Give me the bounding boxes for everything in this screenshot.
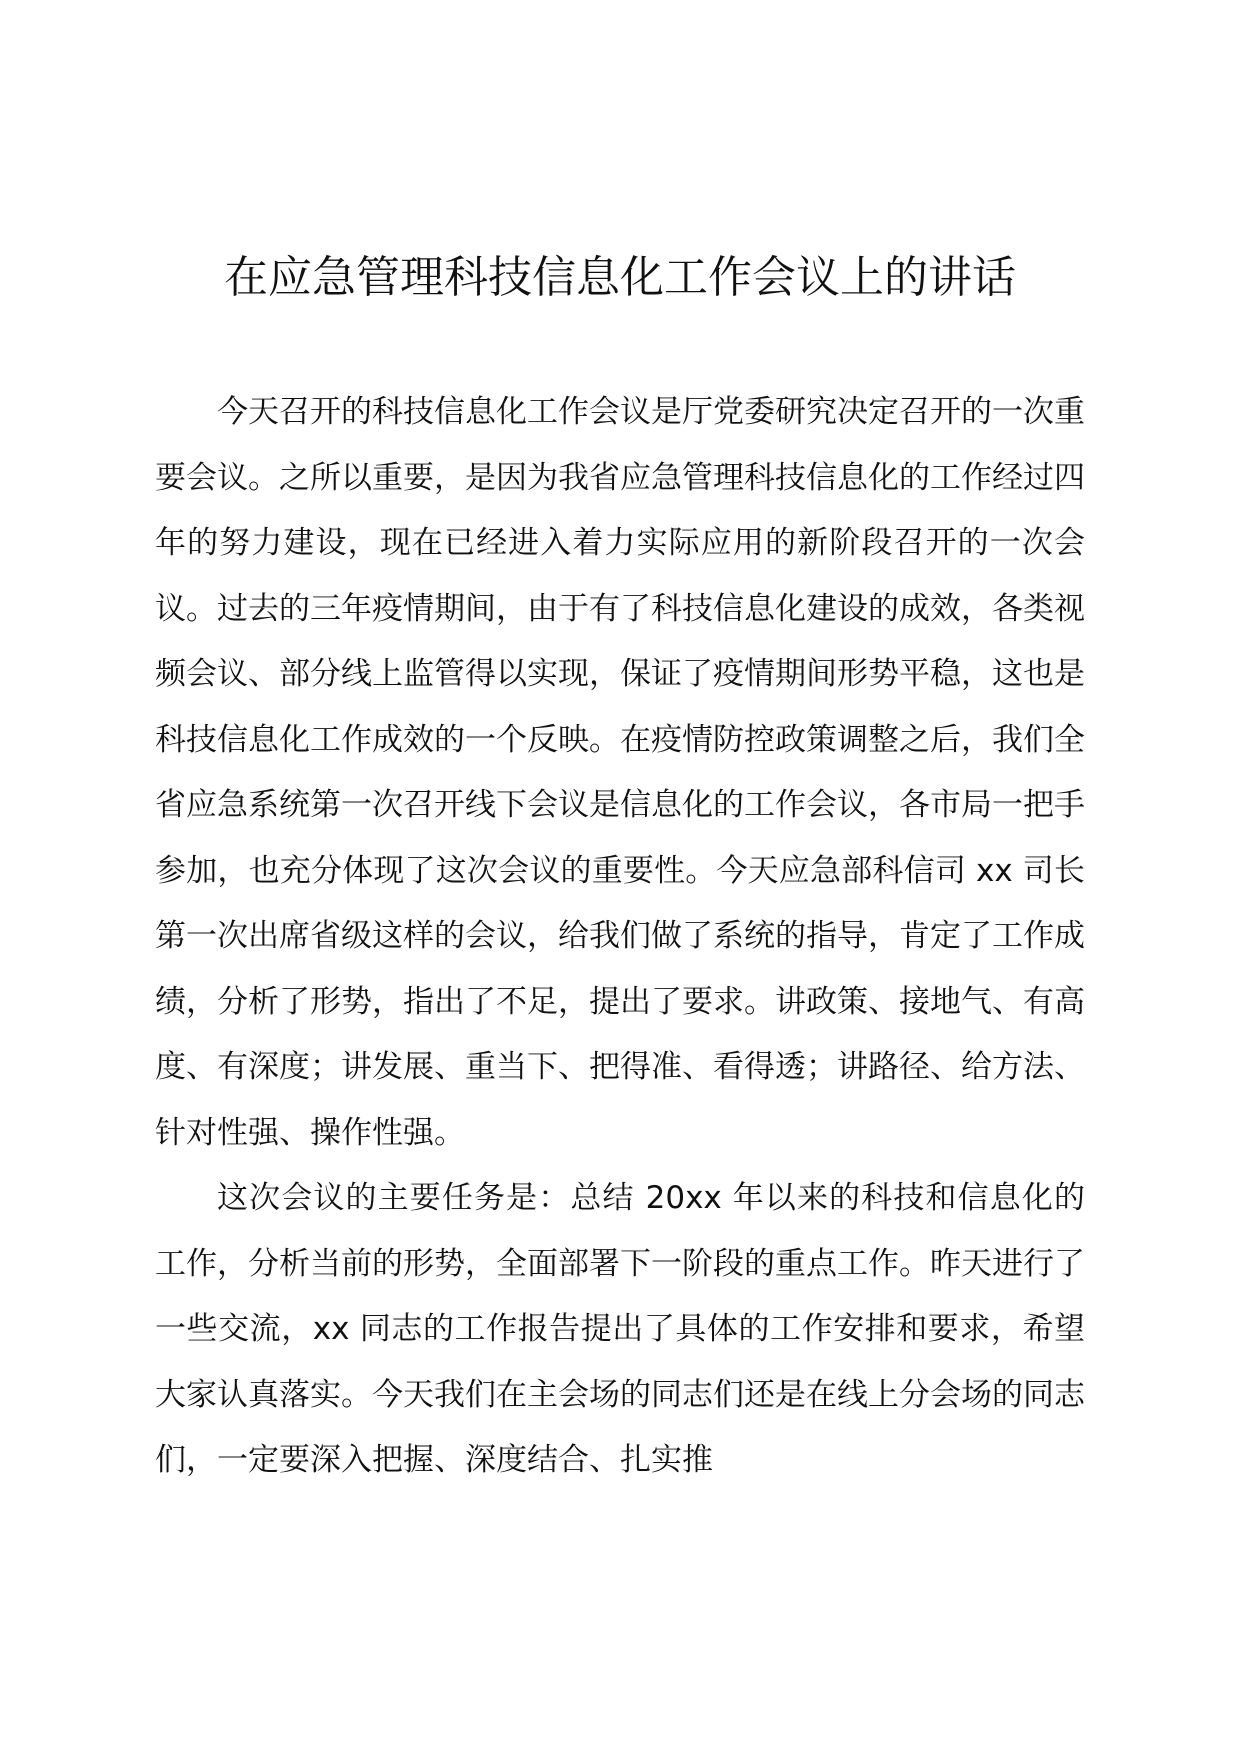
document-body bbox=[155, 380, 1085, 1494]
document-title: 在应急管理科技信息化工作会议上的讲话 bbox=[224, 252, 1016, 303]
paragraph-2: 这次会议的主要任务是：总结 20xx 年以来的科技和信息化的工作，分析当前的形势，全面部署下一阶段的重点工作。昨天进行了一些交流，xx 同志的工作报告提出了具体的工作安排和要求，希望大家认真落实。今天我们在主会场的同志们还是在线上分会场的同志们，一定要深入把握、深度结合、扎实推 bbox=[155, 1180, 1085, 1478]
paragraph-1: 今天召开的科技信息化工作会议是厅党委研究决定召开的一次重要会议。之所以重要，是因为我省应急管理科技信息化的工作经过四年的努力建设，现在已经进入着力实际应用的新阶段召开的一次会议。过去的三年疫情期间，由于有了科技信息化建设的成效，各类视频会议、部分线上监管得以实现，保证了疫情期间形势平稳，这也是科技信息化工作成效的一个反映。在疫情防控政策调整之后，我们全省应急系统第一次召开线下会议是信息化的工作会议，各市局一把手参加，也充分体现了这次会议的重要性。今天应急部科信司 xx 司长第一次出席省级这样的会议，给我们做了系统的指导，肯定了工作成绩，分析了形势，指出了不足，提出了要求。讲政策、接地气、有高度、有深度；讲发展、重当下、把得准、看得透；讲路径、给方法、针对性强、操作性强。 bbox=[155, 394, 1085, 1151]
